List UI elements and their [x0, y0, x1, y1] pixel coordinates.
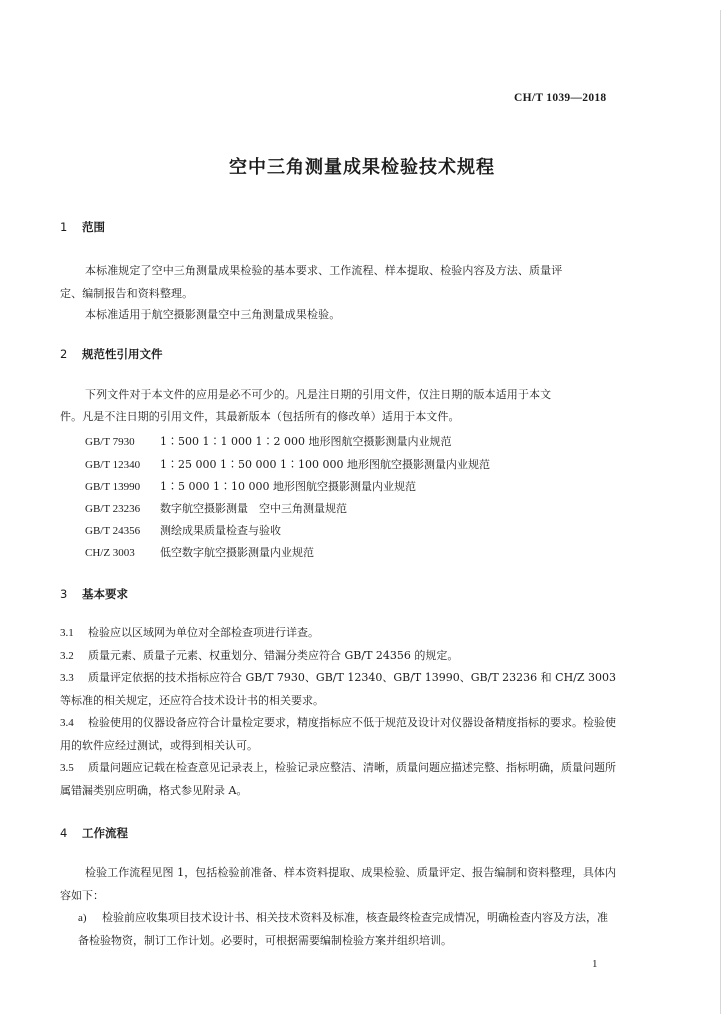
clause-text: 质量评定依据的技术指标应符合 GB/T 7930、GB/T 12340、GB/T 13990、GB/T 23236 和 CH/Z 3003等标准的相关规定，还应符合技术设计书的相关要求。 [60, 671, 616, 707]
refs-intro-line1: 下列文件对于本文件的应用是必不可少的。凡是注日期的引用文件，仅注日期的版本适用于本文 [85, 388, 552, 401]
reference-item [85, 522, 281, 538]
reference-item [85, 456, 490, 472]
section-heading-basic-requirements [60, 586, 128, 602]
section-number: 4 [60, 826, 68, 840]
document-title: 空中三角测量成果检验技术规程 [229, 157, 495, 178]
section-title: 基本要求 [82, 587, 128, 601]
reference-code: GB/T 24356 [85, 525, 141, 537]
reference-title: 数字航空摄影测量 空中三角测量规范 [160, 502, 347, 515]
section-heading-scope [60, 219, 105, 235]
clause-number: 3.5 [60, 762, 74, 774]
clause-text: 质量元素、质量子元素、权重划分、错漏分类应符合 GB/T 24356 的规定。 [88, 649, 459, 662]
section-title: 规范性引用文件 [82, 347, 163, 361]
workflow-intro: 检验工作流程见图 1，包括检验前准备、样本资料提取、成果检验、质量评定、报告编制和资料整理，具体内容如下： [60, 866, 616, 902]
scope-paragraph-line2: 定、编制报告和资料整理。 [60, 287, 194, 300]
requirement-clause [60, 667, 616, 712]
reference-code: GB/T 7930 [85, 436, 135, 448]
clause-number: 3.3 [60, 672, 74, 684]
reference-code: GB/T 23236 [85, 503, 141, 515]
reference-code: CH/Z 3003 [85, 547, 135, 559]
requirement-clause [60, 757, 616, 802]
clause-number: 3.4 [60, 717, 74, 729]
reference-item [85, 500, 347, 516]
standard-code: CH/T 1039—2018 [514, 92, 607, 104]
clause-number: 3.2 [60, 650, 74, 662]
requirement-clause [60, 622, 616, 645]
reference-title: 测绘成果质量检查与验收 [160, 524, 281, 537]
requirement-clause [60, 645, 616, 668]
workflow-item [78, 907, 616, 952]
reference-item [85, 544, 314, 560]
section-number: 1 [60, 220, 68, 234]
scope-paragraph-line1: 本标准规定了空中三角测量成果检验的基本要求、工作流程、样本提取、检验内容及方法、质量评 [85, 264, 563, 277]
reference-title: 1∶500 1∶1 000 1∶2 000 地形图航空摄影测量内业规范 [160, 435, 452, 448]
section-heading-workflow [60, 825, 128, 841]
clause-number: 3.1 [60, 627, 74, 639]
refs-intro-line2: 件。凡是不注日期的引用文件，其最新版本（包括所有的修改单）适用于本文件。 [60, 410, 460, 423]
page-number: 1 [592, 958, 598, 970]
item-marker: a) [78, 912, 87, 924]
scope-paragraph-2: 本标准适用于航空摄影测量空中三角测量成果检验。 [85, 308, 341, 321]
reference-title: 1∶25 000 1∶50 000 1∶100 000 地形图航空摄影测量内业规范 [160, 458, 490, 471]
reference-title: 1∶5 000 1∶10 000 地形图航空摄影测量内业规范 [160, 480, 416, 493]
reference-code: GB/T 13990 [85, 481, 141, 493]
reference-title: 低空数字航空摄影测量内业规范 [160, 546, 314, 559]
section-number: 3 [60, 587, 68, 601]
reference-item [85, 433, 451, 449]
section-title: 范围 [82, 220, 105, 234]
clause-text: 质量问题应记载在检查意见记录表上，检验记录应整洁、清晰，质量问题应描述完整、指标明确，质量问题所属错漏类别应明确，格式参见附录 A。 [60, 761, 616, 797]
item-text: 检验前应收集项目技术设计书、相关技术资料及标准，核查最终检查完成情况，明确检查内容及方法，准备检验物资，制订工作计划。必要时，可根据需要编制检验方案并组织培训。 [78, 911, 608, 947]
requirement-clause [60, 712, 616, 757]
section-title: 工作流程 [82, 826, 128, 840]
section-heading-normative-references [60, 346, 163, 362]
clause-text: 检验应以区域网为单位对全部检查项进行详查。 [88, 626, 319, 639]
clause-text: 检验使用的仪器设备应符合计量检定要求，精度指标应不低于规范及设计对仪器设备精度指标的要求。检验使用的软件应经过测试，或得到相关认可。 [60, 716, 616, 752]
section-number: 2 [60, 347, 68, 361]
reference-code: GB/T 12340 [85, 459, 141, 471]
reference-item [85, 478, 416, 494]
